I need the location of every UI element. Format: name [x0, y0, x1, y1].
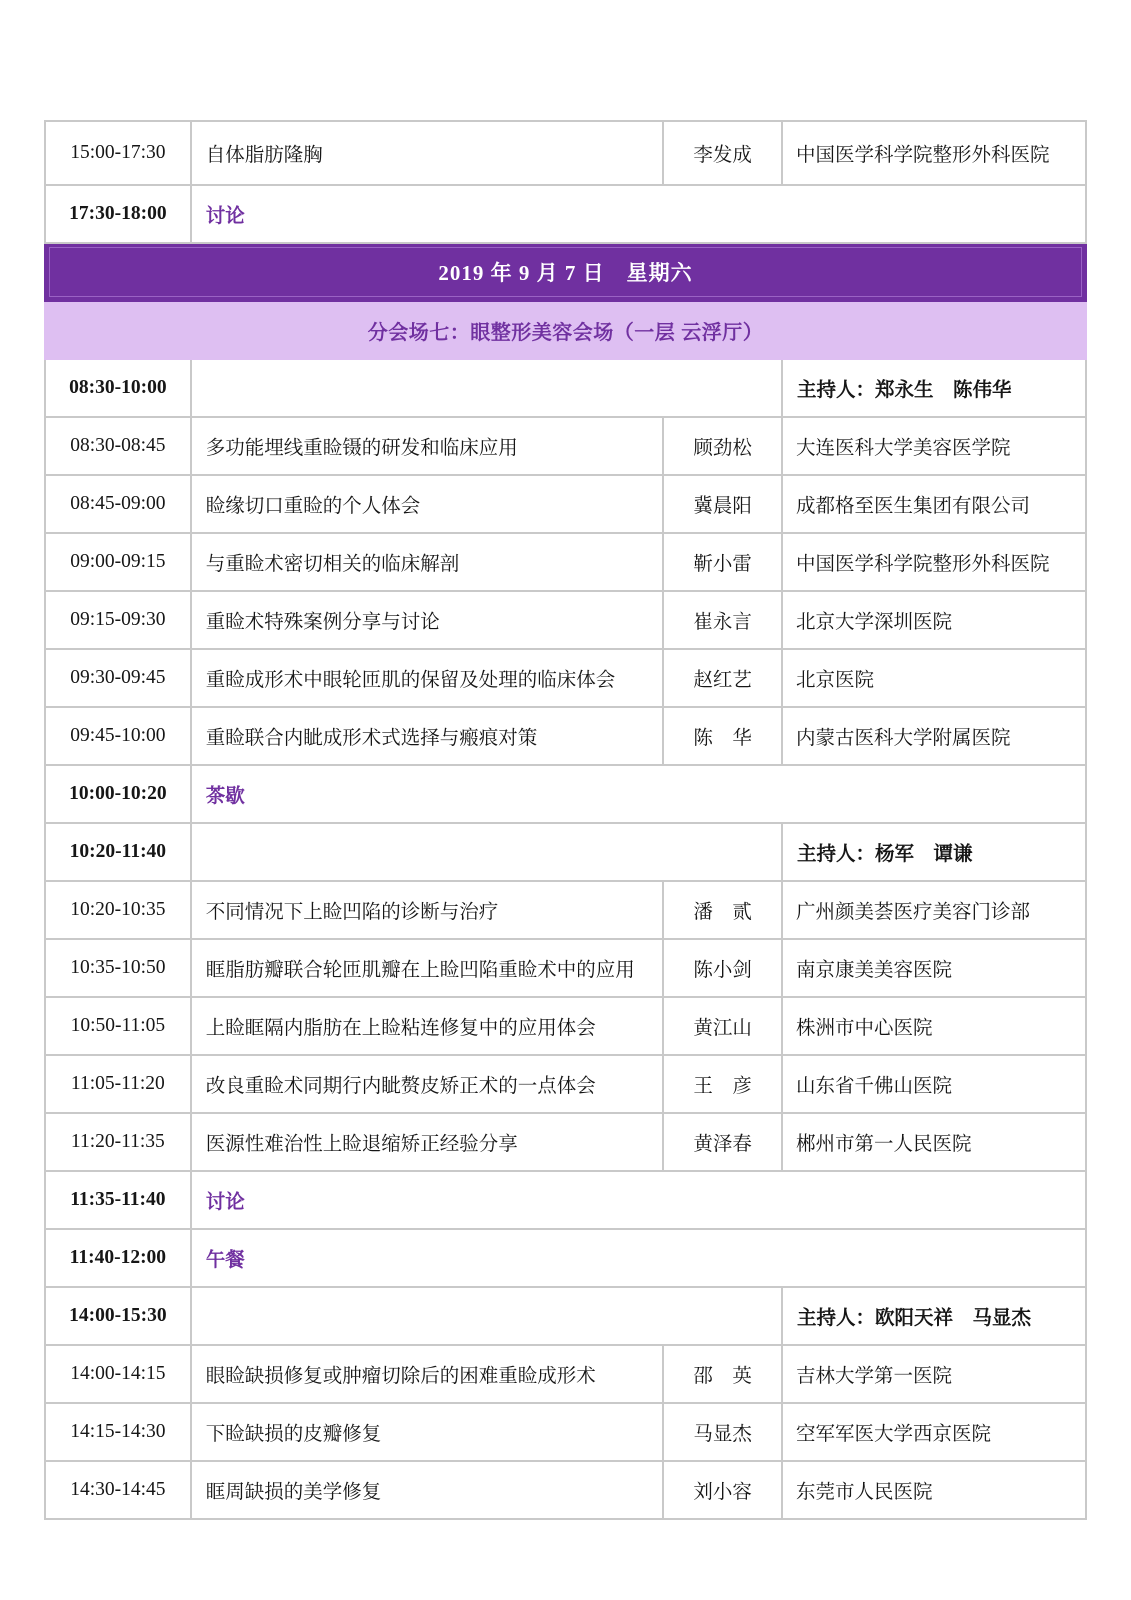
empty-cell [191, 359, 782, 417]
talk-title-cell: 自体脂肪隆胸 [191, 121, 664, 185]
institution-cell: 吉林大学第一医院 [782, 1345, 1086, 1403]
table-row [45, 765, 1086, 823]
time-cell: 10:20-11:40 [45, 823, 191, 881]
talk-title-cell: 睑缘切口重睑的个人体会 [191, 475, 664, 533]
time-cell: 11:20-11:35 [45, 1113, 191, 1171]
speaker-cell: 顾劲松 [663, 417, 782, 475]
empty-cell [191, 823, 782, 881]
speaker-cell: 潘 贰 [663, 881, 782, 939]
table-row [45, 823, 1086, 881]
time-cell: 15:00-17:30 [45, 121, 191, 185]
break-label-cell: 讨论 [191, 185, 1086, 243]
time-cell: 08:30-08:45 [45, 417, 191, 475]
speaker-cell: 李发成 [663, 121, 782, 185]
table-row [45, 1171, 1086, 1229]
institution-cell: 中国医学科学院整形外科医院 [782, 121, 1086, 185]
speaker-cell: 赵红艺 [663, 649, 782, 707]
table-row [45, 1403, 1086, 1461]
table-row [45, 121, 1086, 185]
institution-cell: 大连医科大学美容医学院 [782, 417, 1086, 475]
time-cell: 09:00-09:15 [45, 533, 191, 591]
table-row [45, 649, 1086, 707]
time-cell: 10:00-10:20 [45, 765, 191, 823]
speaker-cell: 邵 英 [663, 1345, 782, 1403]
table-row [45, 1229, 1086, 1287]
time-cell: 08:30-10:00 [45, 359, 191, 417]
schedule-body [45, 121, 1086, 1519]
time-cell: 10:50-11:05 [45, 997, 191, 1055]
table-row [45, 1461, 1086, 1519]
speaker-cell: 崔永言 [663, 591, 782, 649]
institution-cell: 空军军医大学西京医院 [782, 1403, 1086, 1461]
institution-cell: 山东省千佛山医院 [782, 1055, 1086, 1113]
speaker-cell: 王 彦 [663, 1055, 782, 1113]
break-label-cell: 茶歇 [191, 765, 1086, 823]
time-cell: 10:35-10:50 [45, 939, 191, 997]
table-row [45, 707, 1086, 765]
table-row [45, 185, 1086, 243]
time-cell: 11:05-11:20 [45, 1055, 191, 1113]
talk-title-cell: 重睑联合内眦成形术式选择与瘢痕对策 [191, 707, 664, 765]
time-cell: 14:30-14:45 [45, 1461, 191, 1519]
table-row [45, 1113, 1086, 1171]
time-cell: 14:00-15:30 [45, 1287, 191, 1345]
institution-cell: 成都格至医生集团有限公司 [782, 475, 1086, 533]
time-cell: 11:35-11:40 [45, 1171, 191, 1229]
table-row [45, 533, 1086, 591]
session-banner: 分会场七：眼整形美容会场（一层 云浮厅） [45, 301, 1086, 359]
speaker-cell: 黄江山 [663, 997, 782, 1055]
time-cell: 09:15-09:30 [45, 591, 191, 649]
break-label-cell: 讨论 [191, 1171, 1086, 1229]
speaker-cell: 陈 华 [663, 707, 782, 765]
table-row [45, 591, 1086, 649]
table-row [45, 359, 1086, 417]
institution-cell: 北京医院 [782, 649, 1086, 707]
speaker-cell: 靳小雷 [663, 533, 782, 591]
time-cell: 09:30-09:45 [45, 649, 191, 707]
chair-cell: 主持人：欧阳天祥 马显杰 [782, 1287, 1086, 1345]
time-cell: 17:30-18:00 [45, 185, 191, 243]
table-row [45, 475, 1086, 533]
talk-title-cell: 医源性难治性上睑退缩矫正经验分享 [191, 1113, 664, 1171]
institution-cell: 南京康美美容医院 [782, 939, 1086, 997]
table-row [45, 1287, 1086, 1345]
speaker-cell: 冀晨阳 [663, 475, 782, 533]
table-row [45, 881, 1086, 939]
talk-title-cell: 与重睑术密切相关的临床解剖 [191, 533, 664, 591]
schedule-table [44, 120, 1087, 1520]
chair-cell: 主持人：杨军 谭谦 [782, 823, 1086, 881]
table-row [45, 1345, 1086, 1403]
talk-title-cell: 上睑眶隔内脂肪在上睑粘连修复中的应用体会 [191, 997, 664, 1055]
speaker-cell: 陈小剑 [663, 939, 782, 997]
talk-title-cell: 重睑成形术中眼轮匝肌的保留及处理的临床体会 [191, 649, 664, 707]
time-cell: 14:15-14:30 [45, 1403, 191, 1461]
institution-cell: 株洲市中心医院 [782, 997, 1086, 1055]
institution-cell: 内蒙古医科大学附属医院 [782, 707, 1086, 765]
table-row [45, 997, 1086, 1055]
institution-cell: 东莞市人民医院 [782, 1461, 1086, 1519]
talk-title-cell: 下睑缺损的皮瓣修复 [191, 1403, 664, 1461]
table-row [45, 417, 1086, 475]
talk-title-cell: 眶周缺损的美学修复 [191, 1461, 664, 1519]
table-row [45, 301, 1086, 359]
chair-cell: 主持人：郑永生 陈伟华 [782, 359, 1086, 417]
talk-title-cell: 不同情况下上睑凹陷的诊断与治疗 [191, 881, 664, 939]
time-cell: 10:20-10:35 [45, 881, 191, 939]
empty-cell [191, 1287, 782, 1345]
time-cell: 14:00-14:15 [45, 1345, 191, 1403]
talk-title-cell: 重睑术特殊案例分享与讨论 [191, 591, 664, 649]
table-row [45, 243, 1086, 301]
table-row [45, 1055, 1086, 1113]
institution-cell: 北京大学深圳医院 [782, 591, 1086, 649]
speaker-cell: 黄泽春 [663, 1113, 782, 1171]
table-row [45, 939, 1086, 997]
institution-cell: 中国医学科学院整形外科医院 [782, 533, 1086, 591]
talk-title-cell: 眼睑缺损修复或肿瘤切除后的困难重睑成形术 [191, 1345, 664, 1403]
time-cell: 08:45-09:00 [45, 475, 191, 533]
talk-title-cell: 多功能埋线重睑镊的研发和临床应用 [191, 417, 664, 475]
date-banner: 2019 年 9 月 7 日 星期六 [45, 243, 1086, 301]
institution-cell: 广州颜美荟医疗美容门诊部 [782, 881, 1086, 939]
speaker-cell: 刘小容 [663, 1461, 782, 1519]
time-cell: 11:40-12:00 [45, 1229, 191, 1287]
break-label-cell: 午餐 [191, 1229, 1086, 1287]
time-cell: 09:45-10:00 [45, 707, 191, 765]
institution-cell: 郴州市第一人民医院 [782, 1113, 1086, 1171]
talk-title-cell: 改良重睑术同期行内眦赘皮矫正术的一点体会 [191, 1055, 664, 1113]
talk-title-cell: 眶脂肪瓣联合轮匝肌瓣在上睑凹陷重睑术中的应用 [191, 939, 664, 997]
speaker-cell: 马显杰 [663, 1403, 782, 1461]
